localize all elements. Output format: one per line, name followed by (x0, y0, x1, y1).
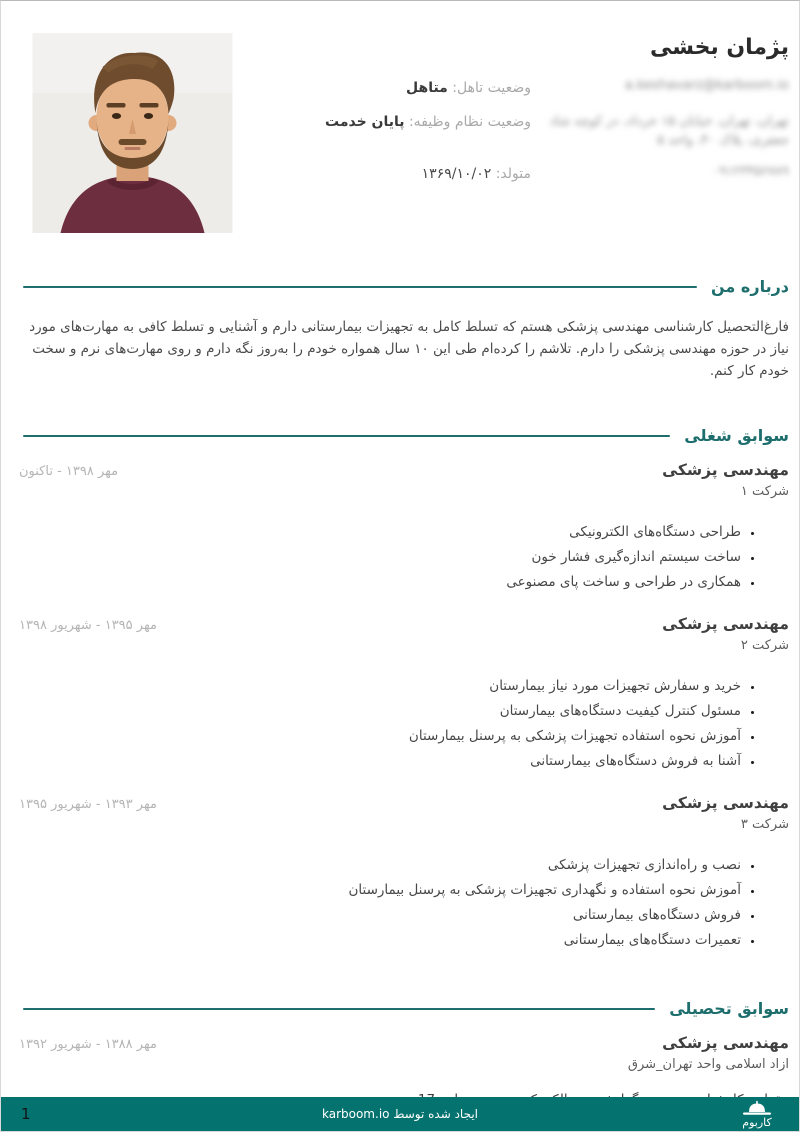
job-title: مهندسی پزشکی (662, 794, 789, 812)
military-status (231, 112, 531, 132)
education-section-title: سوابق تحصیلی (669, 999, 789, 1018)
job-date: مهر ۱۳۹۸ - تاکنون (19, 464, 119, 479)
education-section-header (1, 999, 799, 1018)
job-bullet: • مسئول کنترل کیفیت دستگاه‌های بیمارستان (19, 702, 741, 720)
address-line-2: جعفری، پلاک ۴۰، واحد ۵ (657, 133, 789, 148)
job-company: شرکت ۱ (740, 484, 789, 499)
birth-date-label: متولد: (495, 166, 531, 182)
job-company: شرکت ۲ (740, 638, 789, 653)
job-bullet-list (19, 523, 741, 591)
job-company: شرکت ۳ (740, 817, 789, 832)
email-redacted: a.keshavarz@karboom.io (624, 78, 789, 93)
karboom-logo (729, 1100, 785, 1129)
section-rule (23, 1008, 655, 1010)
job-title: مهندسی پزشکی (662, 615, 789, 633)
job-bullet: • آشنا به فروش دستگاه‌های بیمارستانی (19, 752, 741, 770)
job-bullet: • طراحی دستگاه‌های الکترونیکی (19, 523, 741, 541)
header (1, 1, 799, 247)
profile-photo-illustration (31, 33, 234, 233)
birth-date-value: ۱۳۶۹/۱۰/۰۲ (421, 166, 492, 182)
address-redacted (539, 112, 789, 150)
footer-site-text: karboom.io (321, 1107, 390, 1121)
address-line-1: تهران، تهران، خیابان ۱۵ خرداد، در کوچه شاد (549, 114, 789, 129)
military-status-label: وضعیت نظام وظیفه: (408, 114, 531, 130)
job-bullet: • تعمیرات دستگاه‌های بیمارستانی (19, 931, 741, 949)
profile-photo (31, 33, 234, 233)
marital-status-label: وضعیت تاهل: (452, 80, 531, 96)
job-entry-3 (1, 794, 799, 949)
experience-section-header (1, 426, 799, 445)
job-bullet: • نصب و راه‌اندازی تجهیزات پزشکی (19, 856, 741, 874)
education-entry-head (19, 1034, 789, 1072)
job-entry-head (19, 461, 789, 499)
section-rule (23, 435, 670, 437)
about-text: فارغ‌التحصیل کارشناسی مهندسی پزشکی هستم که تسلط کامل به تجهیزات بیمارستانی دارم و آشنایی و تسلط کافی به مهارت‌های مورد نیاز در حوزه مهندسی پزشکی را دارم. تلاشم را کرده‌ام طی این ۱۰ سال همواره خودم را به‌روز نگه دارم و روی مهارت‌های نرم و سخت خودم کار کنم. (29, 319, 789, 379)
job-bullet: • ساخت سیستم اندازه‌گیری فشار خون (19, 548, 741, 566)
page-number: 1 (21, 1105, 31, 1123)
job-entry-head (19, 615, 789, 653)
job-entry-1 (1, 461, 799, 591)
about-section-title: درباره من (711, 277, 789, 296)
footer-created-by-text: ایجاد شده توسط (393, 1107, 479, 1121)
military-status-value: پایان خدمت (325, 114, 405, 130)
karboom-logo-text: کاربوم (742, 1116, 772, 1129)
education-date: مهر ۱۳۸۸ - شهریور ۱۳۹۲ (19, 1037, 157, 1052)
birth-date (231, 164, 531, 184)
hat-icon (740, 1100, 774, 1117)
job-bullet: • فروش دستگاه‌های بیمارستانی (19, 906, 741, 924)
about-section-header (1, 277, 799, 296)
footer-credit (322, 1107, 478, 1121)
job-bullet-list (19, 677, 741, 770)
person-name: پژمان بخشی (649, 35, 789, 60)
job-title-block (662, 615, 789, 653)
job-bullet: • آموزش نحوه استفاده و نگهداری تجهیزات پزشکی به پرسنل بیمارستان (19, 881, 741, 899)
job-title: مهندسی پزشکی (662, 461, 789, 479)
job-date: مهر ۱۳۹۵ - شهریور ۱۳۹۸ (19, 618, 157, 633)
job-date: مهر ۱۳۹۳ - شهریور ۱۳۹۵ (19, 797, 157, 812)
job-title-block (662, 461, 789, 499)
section-rule (23, 286, 697, 288)
job-bullet-list (19, 856, 741, 949)
job-title-block (662, 794, 789, 832)
education-school: ازاد اسلامی واحد تهران_شرق (627, 1057, 789, 1072)
experience-section-title: سوابق شغلی (684, 426, 789, 445)
phone-redacted: ۰۹۱۲۳۴۵۶۷۸۹ (712, 164, 789, 179)
job-bullet: • همکاری در طراحی و ساخت پای مصنوعی (19, 573, 741, 591)
marital-status-value: متاهل (406, 80, 448, 96)
job-bullet: • خرید و سفارش تجهیزات مورد نیاز بیمارستان (19, 677, 741, 695)
marital-status (231, 78, 531, 98)
footer-bar (1, 1097, 799, 1131)
job-bullet: • آموزش نحوه استفاده تجهیزات پزشکی به پرسنل بیمارستان (19, 727, 741, 745)
job-entry-2 (1, 615, 799, 770)
education-degree-title: مهندسی پزشکی (662, 1034, 789, 1052)
education-title-block (628, 1034, 789, 1072)
job-entry-head (19, 794, 789, 832)
